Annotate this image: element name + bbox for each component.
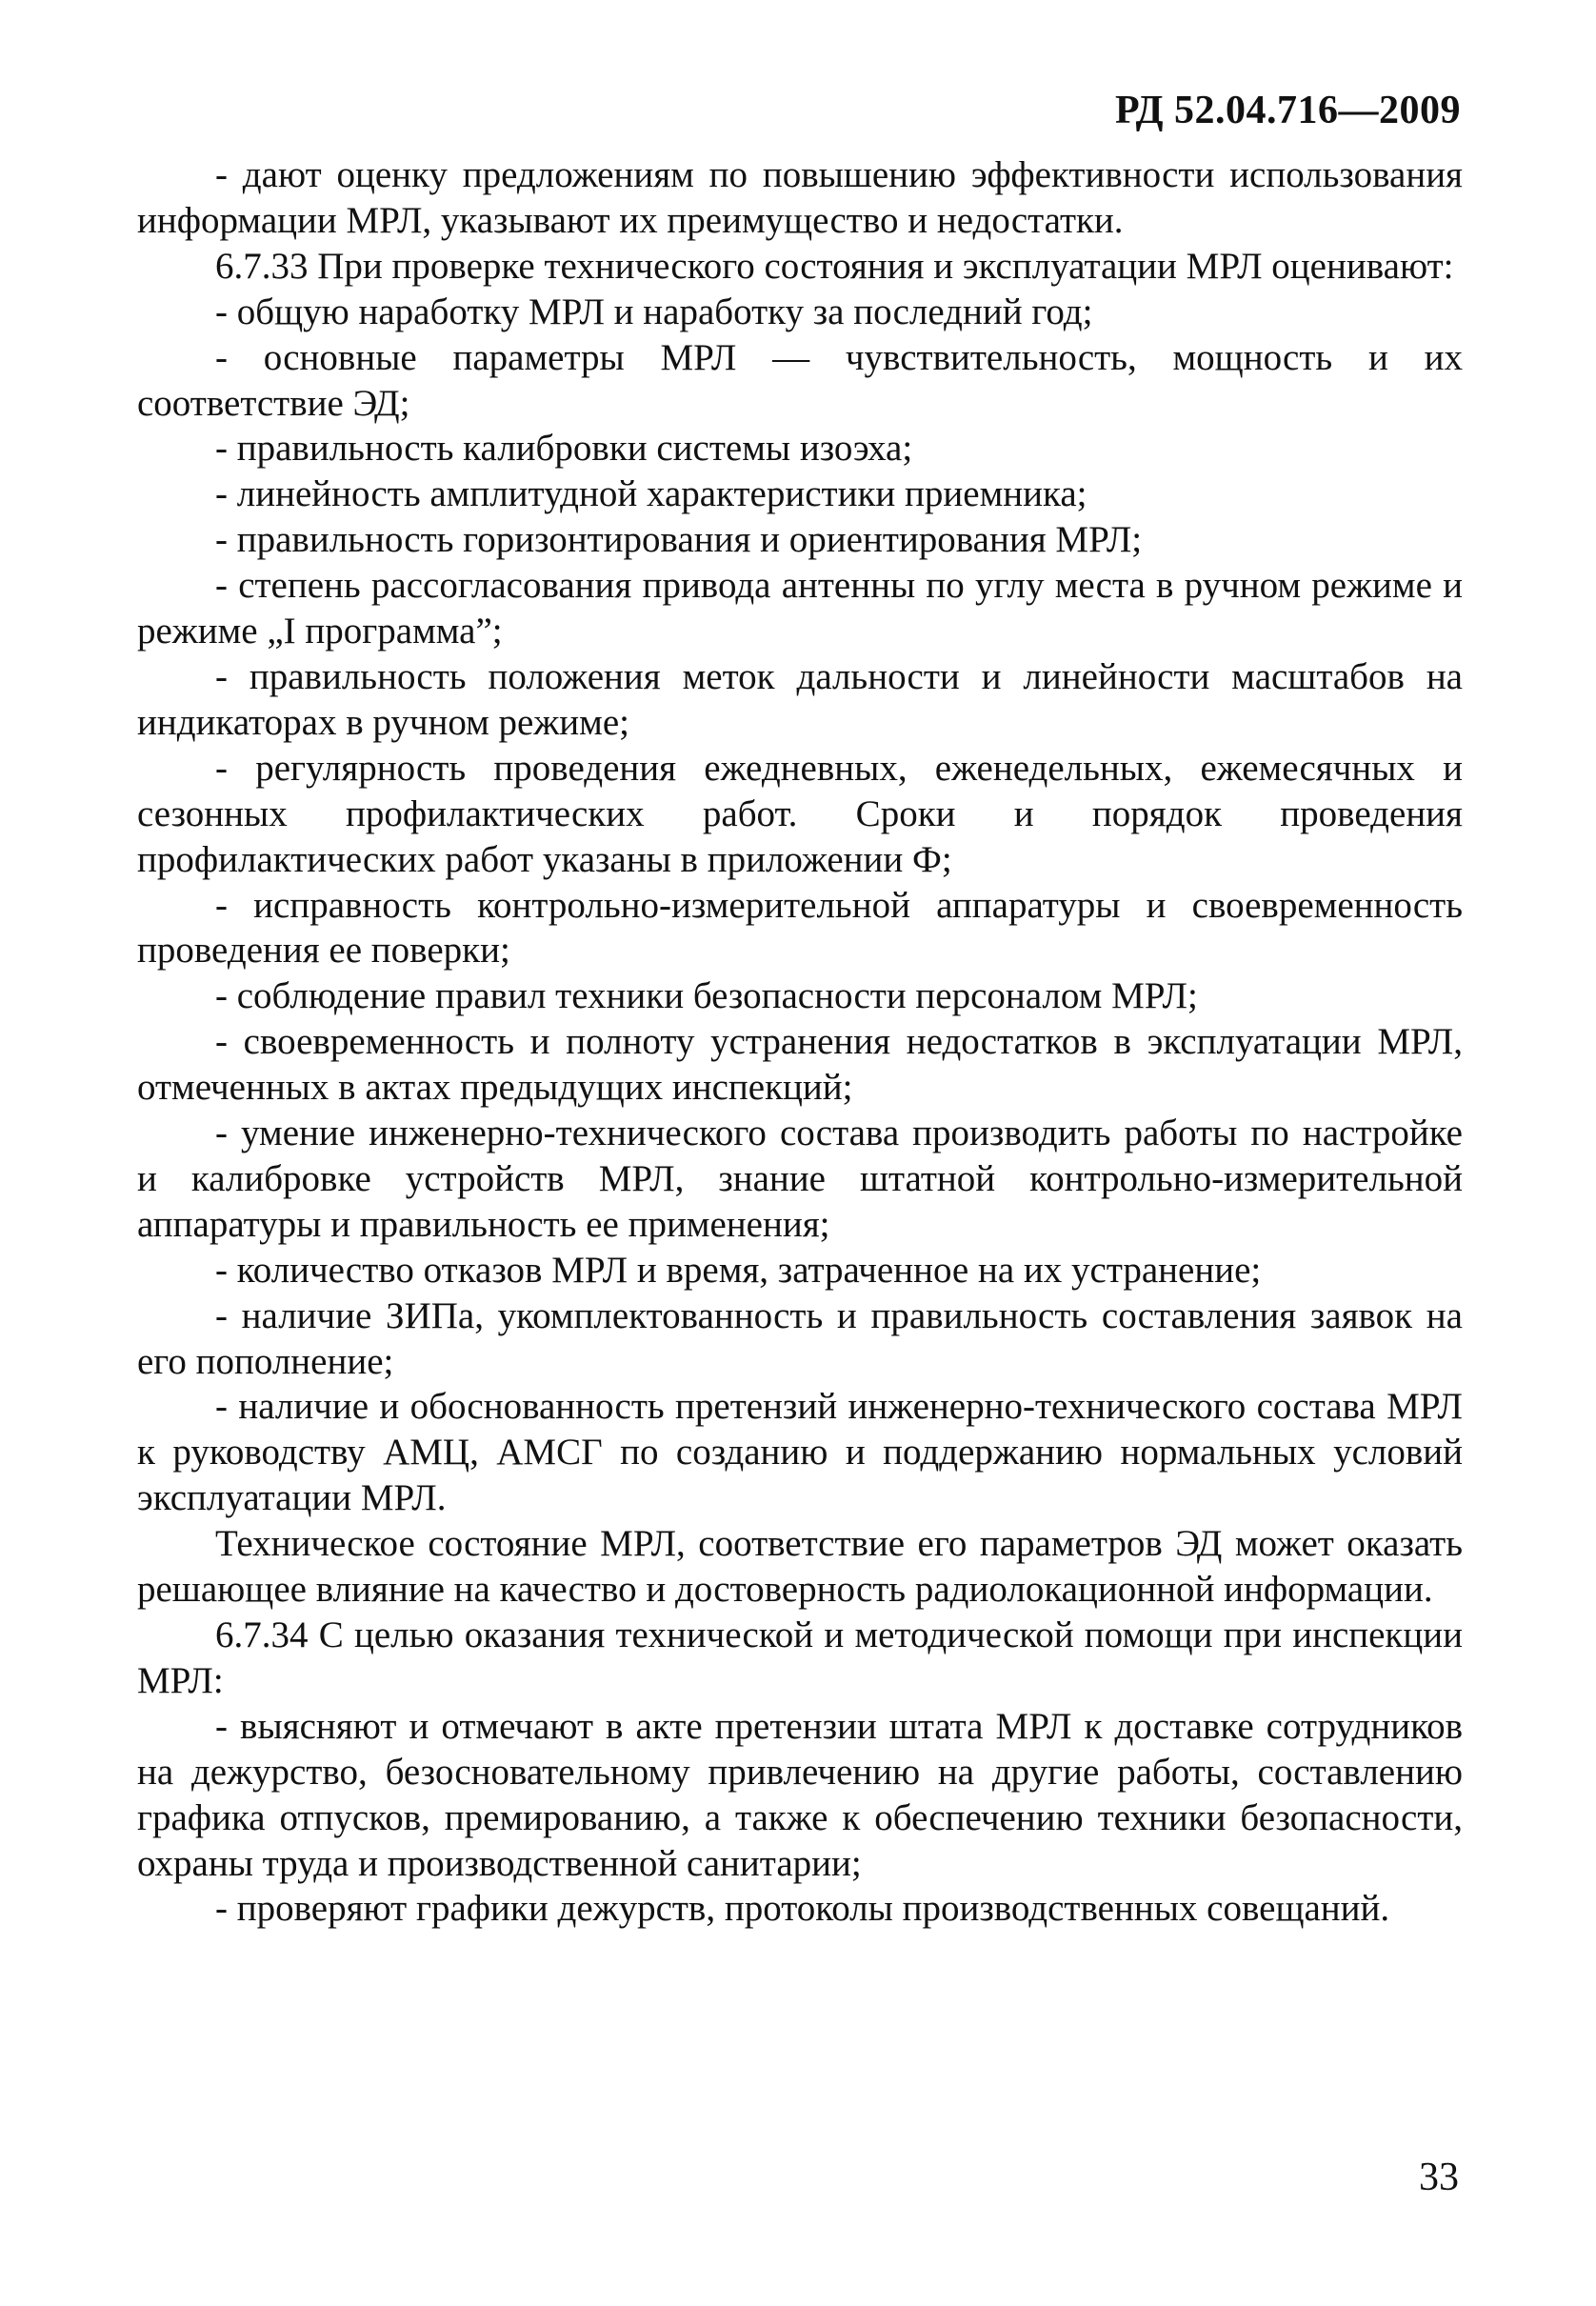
paragraph: - линейность амплитудной характеристики приемника;: [215, 473, 1087, 515]
paragraph: - общую наработку МРЛ и наработку за последний год;: [215, 291, 1093, 332]
paragraph: - степень рассогласования привода антенны по углу места в ручном режиме и режиме „I программа”;: [137, 565, 1463, 652]
paragraph: - своевременность и полноту устранения недостатков в эксплуатации МРЛ, отмеченных в актах предыдущих инспекций;: [137, 1021, 1463, 1109]
paragraph: - соблюдение правил техники безопасности персоналом МРЛ;: [215, 975, 1198, 1017]
paragraph: - основные параметры МРЛ — чувствительность, мощность и их соответствие ЭД;: [137, 336, 1463, 424]
document-code-header: РД 52.04.716—2009: [1114, 89, 1461, 132]
paragraph: - количество отказов МРЛ и время, затраченное на их устранение;: [215, 1249, 1262, 1291]
paragraph: Техническое состояние МРЛ, соответствие его параметров ЭД может оказать решающее влияние на качество и достоверность радиолокационной информации.: [137, 1523, 1463, 1611]
paragraph: - правильность положения меток дальности и линейности масштабов на индикаторах в ручном режиме;: [137, 655, 1463, 743]
paragraph: - правильность горизонтирования и ориентирования МРЛ;: [215, 519, 1143, 561]
paragraph: 6.7.34 С целью оказания технической и методической помощи при инспекции МРЛ:: [137, 1614, 1463, 1701]
paragraph: - выясняют и отмечают в акте претензии штата МРЛ к доставке сотрудников на дежурство, безосновательному привлечению на другие работы, составлению графика отпусков, премированию, а также к обеспечению техники безопасности, охраны труда и производственной санитарии;: [137, 1705, 1463, 1884]
paragraph: - регулярность проведения ежедневных, еженедельных, ежемесячных и сезонных профилактических работ. Сроки и порядок проведения профилактических работ указаны в приложении Ф;: [137, 747, 1463, 880]
paragraph: - правильность калибровки системы изоэха;: [215, 428, 913, 470]
paragraph: - дают оценку предложениям по повышению эффективности использования информации МРЛ, указывают их преимущество и недостатки.: [137, 154, 1463, 241]
document-body: [137, 152, 1463, 1932]
paragraph: - наличие ЗИПа, укомплектованность и правильность составления заявок на его пополнение;: [137, 1294, 1463, 1382]
paragraph: - наличие и обоснованность претензий инженерно-технического состава МРЛ к руководству АМЦ, АМСГ по созданию и поддержанию нормальных условий эксплуатации МРЛ.: [137, 1386, 1463, 1519]
paragraph: - умение инженерно-технического состава производить работы по настройке и калибровке устройств МРЛ, знание штатной контрольно-измерительной аппаратуры и правильность ее применения;: [137, 1113, 1463, 1245]
paragraph: - проверяют графики дежурств, протоколы производственных совещаний.: [215, 1888, 1390, 1930]
paragraph: 6.7.33 При проверке технического состояния и эксплуатации МРЛ оценивают:: [215, 245, 1454, 287]
page-number: 33: [1419, 2156, 1459, 2199]
paragraph: - исправность контрольно-измерительной аппаратуры и своевременность проведения ее поверки;: [137, 884, 1463, 972]
